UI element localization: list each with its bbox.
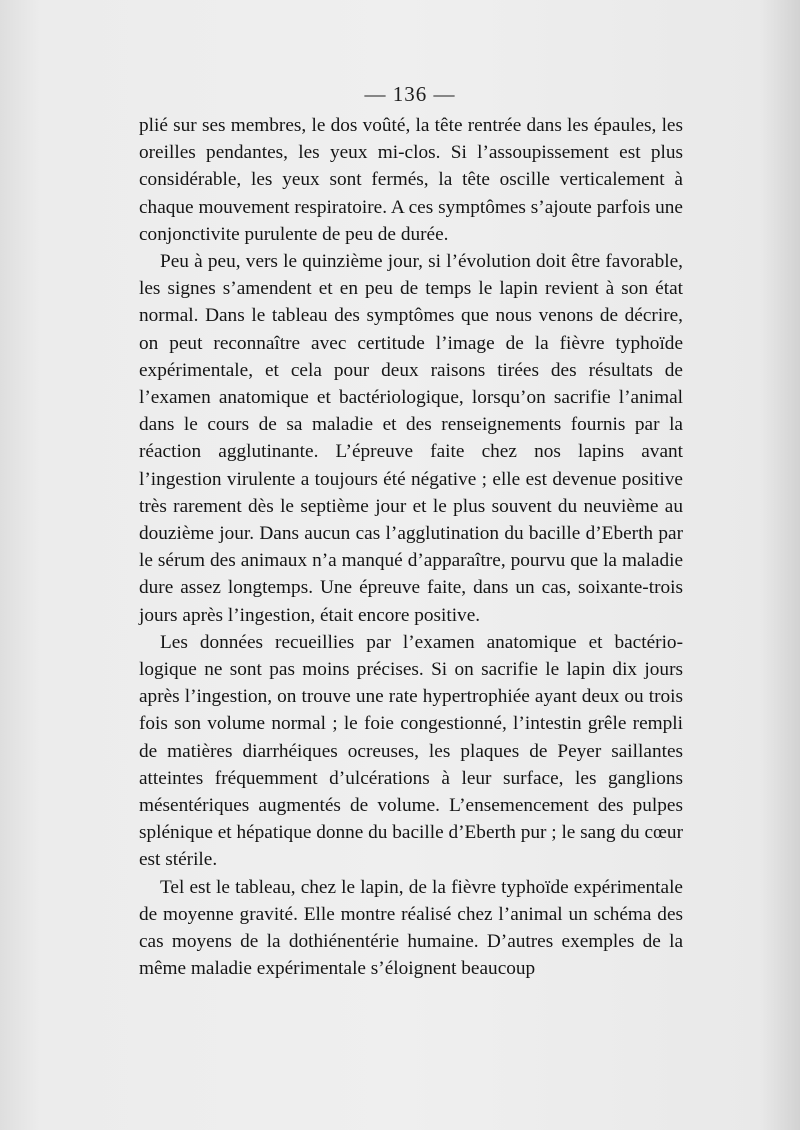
page-number: — 136 — (364, 82, 456, 106)
body-text (139, 112, 683, 983)
paragraph-3: Les données recueillies par l’examen anatomique et bactériologique ne sont pas moins précises. Si on sacrifie le lapin dix jours après l’ingestion, on trouve une rate hypertrophiée ayant deux ou trois fois son volume normal ; le foie congestionné, l’intestin grêle rempli de matières diarrhéiques ocreuses, les plaques de Peyer saillantes atteintes fréquemment d’ulcérations à leur surface, les ganglions mésentériques augmentés de volume. L’ensemencement des pulpes splénique et hépatique donne du bacille d’Eberth pur ; le sang du cœur est stérile. (139, 631, 683, 871)
paragraph-2: Peu à peu, vers le quinzième jour, si l’évolution doit être favorable, les signes s’amendent et en peu de temps le lapin revient à son état normal. Dans le tableau des symptômes que nous venons de décrire, on peut reconnaître avec certitude l’image de la fièvre typhoïde expérimentale, et cela pour deux raisons tirées des résultats de l’examen anatomique et bactériologique, lorsqu’on sacrifie l’animal dans le cours de sa maladie et des renseignements fournis par la réaction agglutinante. L’épreuve faite chez nos lapins avant l’ingestion virulente a toujours été négative ; elle est devenue positive très rarement dès le septième jour et le plus souvent du neuvième au douzième jour. Dans aucun cas l’agglutination du bacille d’Eberth par le sérum des animaux n’a manqué d’apparaître, pourvu que la maladie dure assez longtemps. Une épreuve faite, dans un cas, soixante-trois jours après l’ingestion, était encore positive. (139, 251, 683, 626)
paragraph-1: plié sur ses membres, le dos voûté, la tête rentrée dans les épaules, les oreilles pendantes, les yeux mi-clos. Si l’assoupissement est plus considérable, les yeux sont fermés, la tête oscille verticalement à chaque mouvement respiratoire. A ces symptômes s’ajoute parfois une conjonctivite purulente de peu de durée. (139, 115, 683, 245)
paragraph-4: Tel est le tableau, chez le lapin, de la fièvre typhoïde expérimentale de moyenne gravité. Elle montre réalisé chez l’animal un schéma des cas moyens de la dothiénentérie humaine. D’autres exemples de la même maladie expérimentale s’éloignent beaucoup (139, 876, 683, 980)
